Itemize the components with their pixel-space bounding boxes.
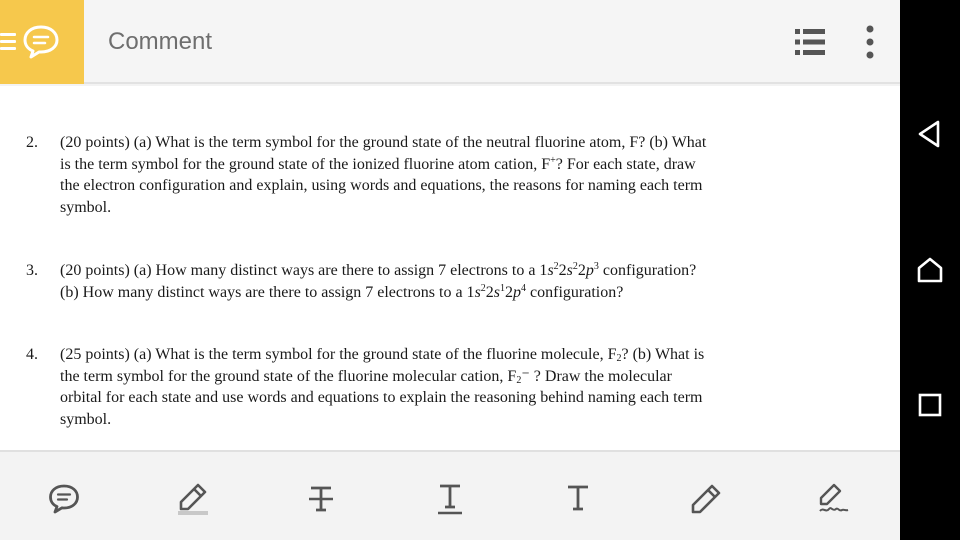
highlighter-icon	[172, 481, 212, 517]
text-line: orbital for each state and use words and equations to explain the reasoning behind naming each term	[60, 389, 703, 406]
shell-number: 2	[505, 283, 514, 301]
text-icon	[562, 482, 594, 516]
orbital-letter: s	[547, 262, 554, 279]
question-text	[60, 260, 820, 303]
page-title: Comment	[108, 28, 213, 55]
question-number: 4.	[26, 346, 38, 363]
shell-number: 2	[577, 262, 586, 279]
subscript: 2	[516, 374, 522, 386]
subscript: 2	[616, 353, 622, 364]
top-app-bar	[0, 0, 900, 84]
recents-button[interactable]	[914, 389, 946, 421]
text-line	[60, 366, 820, 388]
more-options-button[interactable]	[858, 24, 882, 60]
orbital-letter: s	[493, 283, 501, 301]
electron-count: 2	[480, 282, 486, 294]
underline-text-icon	[434, 482, 466, 516]
electron-count: 4	[521, 282, 527, 294]
shell-number: 2	[558, 262, 567, 279]
text-span: is the term symbol for the ground state of the ionized fluorine atom cation, F	[60, 155, 551, 173]
text-span: configuration?	[526, 283, 624, 301]
orbital-letter: s	[566, 262, 573, 279]
text-span: the term symbol for the ground state of the fluorine molecular cation, F	[60, 367, 517, 385]
text-span: (b) How many distinct ways are there to assign 7 electrons to a 1	[60, 283, 475, 301]
text-tool-button[interactable]	[556, 477, 600, 521]
question-text	[60, 132, 820, 218]
document-page[interactable]	[0, 86, 900, 452]
back-button[interactable]	[914, 118, 946, 150]
home-icon	[915, 255, 945, 285]
charge-superscript: ⁻	[521, 367, 530, 385]
text-line	[60, 344, 820, 366]
question-number: 2.	[26, 134, 38, 151]
list-view-button[interactable]	[792, 26, 828, 58]
text-line	[60, 154, 820, 176]
comment-tool-button[interactable]	[42, 477, 86, 521]
text-span: ? (b) What is	[621, 346, 705, 363]
electron-count: 3	[593, 261, 599, 272]
comment-mode-button[interactable]	[0, 0, 84, 84]
back-triangle-icon	[916, 119, 944, 149]
list-view-icon	[792, 26, 828, 58]
annotation-toolbar	[0, 455, 900, 540]
orbital-letter: s	[474, 283, 481, 301]
text-line	[60, 260, 820, 282]
text-span: configuration?	[598, 262, 697, 279]
orbital-letter: p	[513, 283, 522, 301]
text-span: (25 points) (a) What is the term symbol for the ground state of the fluorine molecule, F	[60, 346, 617, 363]
electron-count: 2	[553, 261, 559, 272]
charge-superscript: +	[550, 154, 556, 166]
comment-bubble-icon	[47, 483, 81, 515]
recents-square-icon	[916, 391, 944, 419]
shell-number: 2	[485, 283, 494, 301]
menu-lines-icon	[0, 33, 16, 54]
underline-tool-button[interactable]	[428, 477, 472, 521]
highlight-tool-button[interactable]	[170, 477, 214, 521]
more-vertical-icon	[858, 24, 882, 60]
text-span: ? For each state, draw	[555, 155, 696, 173]
strikethrough-tool-button[interactable]	[299, 477, 343, 521]
text-line: (20 points) (a) What is the term symbol for the ground state of the neutral fluorine atom, F? (b) What	[60, 134, 707, 151]
question-number: 3.	[26, 262, 38, 279]
strikethrough-text-icon	[305, 482, 337, 516]
text-line	[60, 282, 820, 304]
text-line: the electron configuration and explain, using words and equations, the reasons for naming each term	[60, 177, 703, 194]
pencil-icon	[688, 481, 724, 517]
signature-tool-button[interactable]	[812, 477, 856, 521]
question-text	[60, 344, 820, 430]
electron-count: 1	[500, 282, 506, 294]
text-span: (20 points) (a) How many distinct ways are there to assign 7 electrons to a 1	[60, 262, 548, 279]
home-button[interactable]	[914, 254, 946, 286]
orbital-letter: p	[585, 262, 594, 279]
system-navigation-bar	[900, 0, 960, 540]
text-line: symbol.	[60, 198, 112, 216]
electron-count: 2	[572, 261, 578, 272]
signature-pen-icon	[814, 481, 854, 517]
text-span: ? Draw the molecular	[529, 367, 672, 385]
comment-bubble-icon	[22, 24, 60, 60]
pen-tool-button[interactable]	[684, 477, 728, 521]
text-line: symbol.	[60, 410, 112, 428]
